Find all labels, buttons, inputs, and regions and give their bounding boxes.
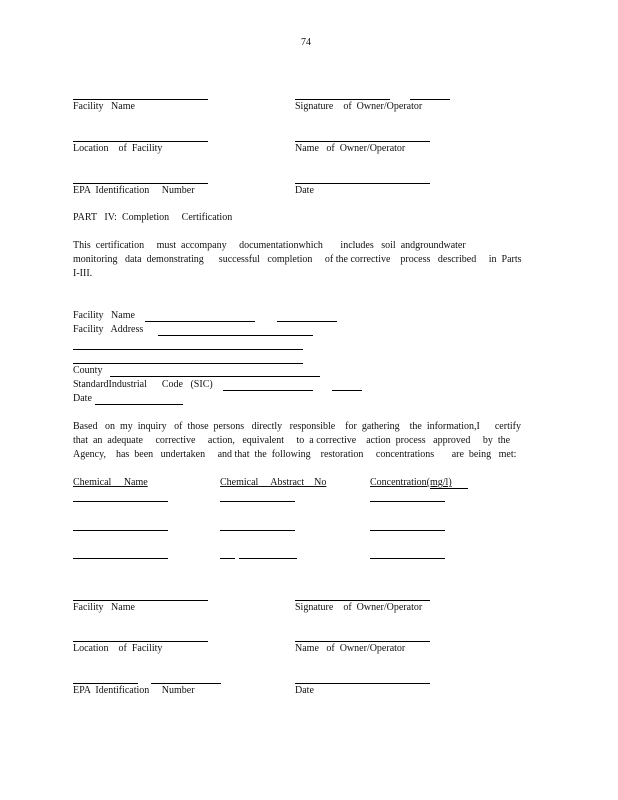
column-header-concentration: Concentration(mg/l) — [370, 477, 452, 488]
date-line[interactable] — [295, 183, 430, 184]
owner-name-line-2[interactable] — [295, 641, 430, 642]
signature-line-2[interactable] — [295, 600, 430, 601]
table-row-2-chemical-name[interactable] — [73, 530, 168, 531]
certification-line-1: This certification must accompany documentationwhich includes soil andgroundwater — [73, 240, 466, 251]
location-line[interactable] — [73, 141, 208, 142]
location-label-2: Location of Facility — [73, 643, 163, 654]
location-line-2[interactable] — [73, 641, 208, 642]
facility-name-label: Facility Name — [73, 101, 135, 112]
epa-id-line[interactable] — [73, 183, 208, 184]
facility-name-line-2[interactable] — [73, 600, 208, 601]
column-header-chemical-name: Chemical Name — [73, 477, 148, 488]
facility-address-input-line[interactable] — [158, 335, 313, 336]
inquiry-line-3: Agency, has been undertaken and that the following restoration concentrations are being met: — [73, 449, 517, 460]
sic-input-line[interactable] — [223, 390, 313, 391]
certification-line-2: monitoring data demonstrating successful completion of the corrective process described in Parts — [73, 254, 522, 265]
facility-name-field-label: Facility Name — [73, 310, 135, 321]
epa-id-line-2b[interactable] — [151, 683, 221, 684]
table-row-1-abstract-no[interactable] — [220, 501, 295, 502]
facility-name-input-line-2[interactable] — [277, 321, 337, 322]
date-label-2: Date — [295, 685, 314, 696]
inquiry-line-2: that an adequate corrective action, equivalent to a corrective action process approved by the — [73, 435, 511, 446]
sic-input-line-2[interactable] — [332, 390, 362, 391]
epa-id-line-2a[interactable] — [73, 683, 138, 684]
county-input-line[interactable] — [110, 376, 320, 377]
facility-name-label-2: Facility Name — [73, 602, 135, 613]
signature-line[interactable] — [295, 99, 390, 100]
owner-name-label-2: Name of Owner/Operator — [295, 643, 406, 654]
facility-name-input-line[interactable] — [145, 321, 255, 322]
table-row-3-chemical-name[interactable] — [73, 558, 168, 559]
table-row-2-concentration[interactable] — [370, 530, 445, 531]
location-label: Location of Facility — [73, 143, 163, 154]
concentration-header-underline-extra — [430, 488, 468, 489]
facility-address-label: Facility Address — [73, 324, 144, 335]
table-row-1-chemical-name[interactable] — [73, 501, 168, 502]
owner-name-line[interactable] — [295, 141, 430, 142]
epa-id-label: EPA Identification Number — [73, 185, 195, 196]
inquiry-line-1: Based on my inquiry of those persons directly responsible for gathering the information,I certify — [73, 421, 521, 432]
signature-label-2: Signature of Owner/Operator — [295, 602, 423, 613]
table-row-1-concentration[interactable] — [370, 501, 445, 502]
address-line-3[interactable] — [73, 363, 303, 364]
part-heading: PART IV: Completion Certification — [73, 212, 233, 223]
epa-id-label-2: EPA Identification Number — [73, 685, 195, 696]
certification-line-3: I-III. — [73, 268, 93, 279]
sic-label: StandardIndustrial Code (SIC) — [73, 379, 213, 390]
address-line-2[interactable] — [73, 349, 303, 350]
date-label: Date — [295, 185, 314, 196]
owner-name-label: Name of Owner/Operator — [295, 143, 406, 154]
facility-name-line[interactable] — [73, 99, 208, 100]
table-row-2-abstract-no[interactable] — [220, 530, 295, 531]
table-row-3-concentration[interactable] — [370, 558, 445, 559]
column-header-abstract-no: Chemical Abstract No — [220, 477, 327, 488]
table-row-3-abstract-no-a[interactable] — [220, 558, 235, 559]
table-row-3-abstract-no-b[interactable] — [239, 558, 297, 559]
date-input-line[interactable] — [95, 404, 183, 405]
date-field-label: Date — [73, 393, 92, 404]
date-line-2[interactable] — [295, 683, 430, 684]
signature-line-extra[interactable] — [410, 99, 450, 100]
county-label: County — [73, 365, 103, 376]
signature-label: Signature of Owner/Operator — [295, 101, 423, 112]
page-number: 74 — [301, 37, 311, 48]
